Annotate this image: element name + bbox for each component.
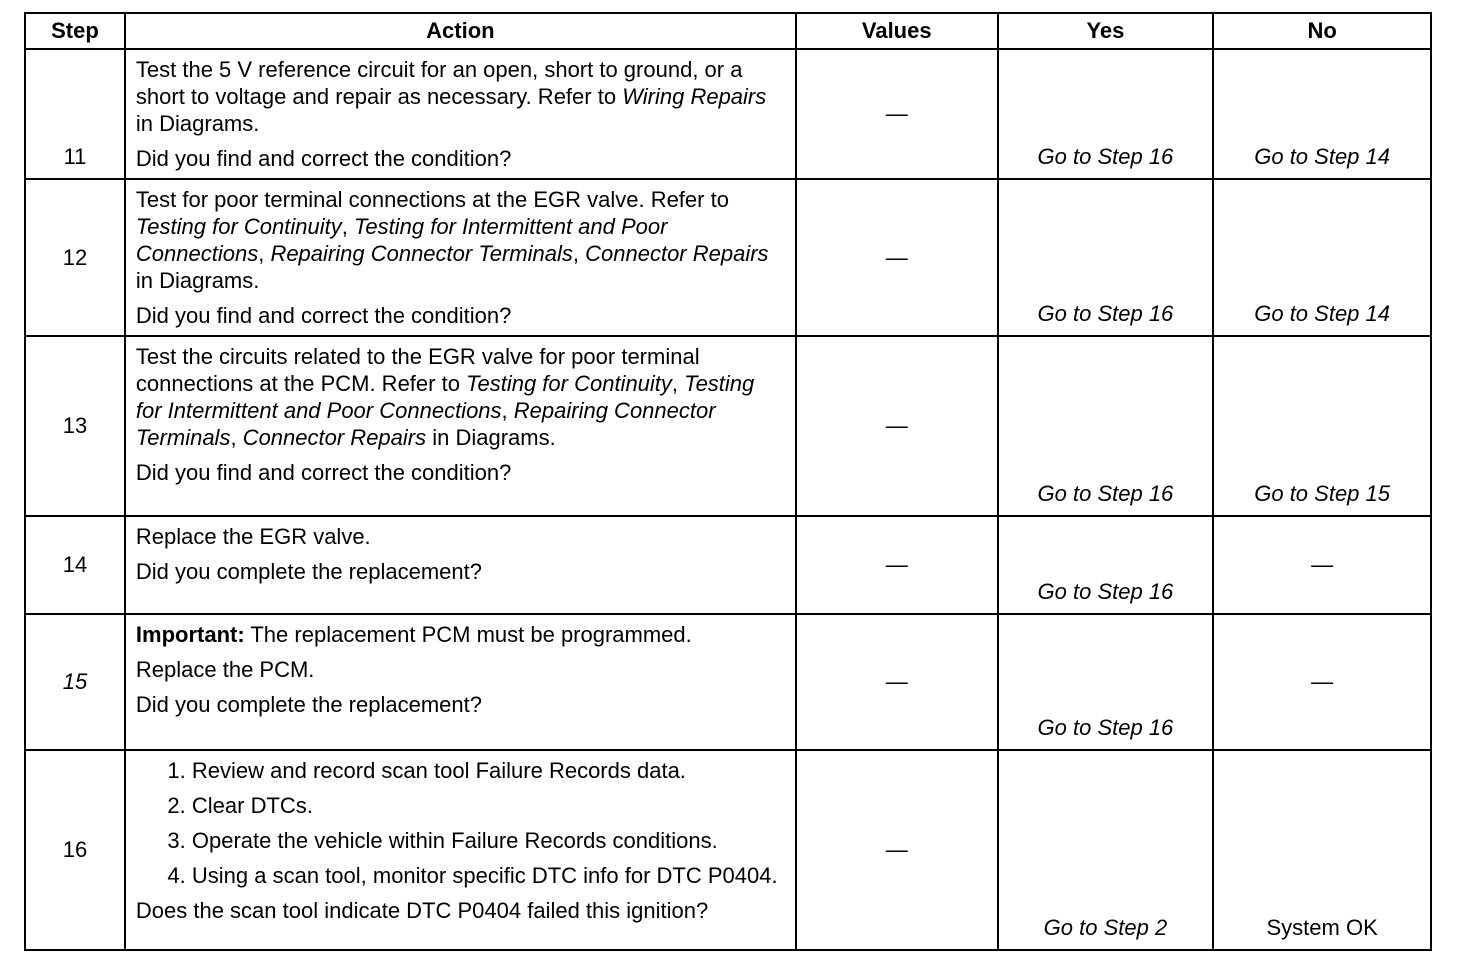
- table-row-step-15: [25, 614, 1431, 750]
- list-item: 3. Operate the vehicle within Failure Records conditions.: [192, 827, 785, 854]
- step-number: 16: [25, 750, 125, 950]
- table-row-step-12: [25, 179, 1431, 336]
- action-cell: [125, 49, 796, 179]
- action-cell: [125, 179, 796, 336]
- action-text-part: Test the circuits related to the EGR valve for poor terminal connections at the PCM. Refer to: [135, 344, 700, 396]
- yes-cell: [998, 750, 1214, 950]
- separator: ,: [258, 241, 271, 266]
- separator: ,: [341, 214, 354, 239]
- separator: ,: [572, 241, 586, 266]
- action-text: [136, 343, 785, 451]
- yes-goto: Go to Step 16: [1037, 715, 1174, 740]
- no-goto: Go to Step 14: [1254, 144, 1390, 169]
- reference-link: Testing for Intermittent and Poor Connections: [135, 214, 668, 266]
- values-cell: —: [796, 750, 998, 950]
- reference-link: Wiring Repairs: [622, 84, 767, 109]
- no-cell: [1213, 179, 1431, 336]
- header-step: Step: [25, 13, 125, 49]
- yes-goto: Go to Step 2: [1043, 915, 1168, 940]
- table-row-step-14: [25, 516, 1431, 614]
- procedure-list: [136, 757, 785, 889]
- table-row-step-11: [25, 49, 1431, 179]
- action-cell: [125, 516, 796, 614]
- yes-goto: Go to Step 16: [1037, 481, 1174, 506]
- separator: ,: [501, 398, 514, 423]
- yes-cell: [998, 179, 1214, 336]
- reference-link: Testing for Continuity: [466, 371, 672, 396]
- values-cell: —: [796, 336, 998, 516]
- separator: ,: [671, 371, 685, 396]
- reference-link: Repairing Connector Terminals: [270, 241, 573, 266]
- values-cell: —: [796, 179, 998, 336]
- separator: ,: [230, 425, 243, 450]
- action-text-part: in Diagrams.: [135, 111, 260, 136]
- action-text: Replace the PCM.: [135, 657, 315, 682]
- action-question: Does the scan tool indicate DTC P0404 failed this ignition?: [135, 898, 709, 923]
- yes-goto: Go to Step 16: [1037, 144, 1174, 169]
- step-number: 12: [25, 179, 125, 336]
- action-text: Replace the EGR valve.: [135, 524, 371, 549]
- header-values: Values: [796, 13, 998, 49]
- header-action: Action: [125, 13, 796, 49]
- table-row-step-16: [25, 750, 1431, 950]
- header-yes: Yes: [998, 13, 1214, 49]
- no-goto: Go to Step 14: [1254, 301, 1390, 326]
- important-label: Important:: [135, 622, 245, 647]
- action-text: [136, 186, 785, 294]
- yes-cell: [998, 614, 1214, 750]
- step-number: 11: [25, 49, 125, 179]
- action-text-part: Test the 5 V reference circuit for an open, short to ground, or a short to voltage and repair as necessary. Refer to: [135, 57, 743, 109]
- action-text-part: Test for poor terminal connections at the EGR valve. Refer to: [135, 187, 729, 212]
- no-cell: —: [1213, 614, 1431, 750]
- action-question: Did you complete the replacement?: [135, 559, 482, 584]
- values-cell: —: [796, 516, 998, 614]
- action-text-part: in Diagrams.: [135, 268, 260, 293]
- important-note: [136, 621, 785, 648]
- reference-link: Connector Repairs: [585, 241, 769, 266]
- values-cell: —: [796, 49, 998, 179]
- yes-goto: Go to Step 16: [1037, 301, 1174, 326]
- step-number: 14: [25, 516, 125, 614]
- action-text-part: in Diagrams.: [426, 425, 556, 450]
- action-text: [136, 56, 785, 137]
- yes-cell: [998, 49, 1214, 179]
- important-text: The replacement PCM must be programmed.: [244, 622, 692, 647]
- action-cell: [125, 750, 796, 950]
- no-result: System OK: [1266, 915, 1378, 940]
- no-cell: [1213, 49, 1431, 179]
- list-item: 2. Clear DTCs.: [192, 792, 785, 819]
- action-question: Did you complete the replacement?: [135, 692, 482, 717]
- action-cell: [125, 336, 796, 516]
- reference-link: Repairing Connector Terminals: [135, 398, 716, 450]
- no-cell: —: [1213, 516, 1431, 614]
- list-item: 4. Using a scan tool, monitor specific DTC info for DTC P0404.: [192, 862, 785, 889]
- step-number: 13: [25, 336, 125, 516]
- diagnostic-table: [24, 12, 1432, 951]
- no-cell: [1213, 336, 1431, 516]
- header-no: No: [1213, 13, 1431, 49]
- action-question: Did you find and correct the condition?: [135, 460, 512, 485]
- no-goto: Go to Step 15: [1254, 481, 1390, 506]
- reference-link: Testing for Continuity: [135, 214, 342, 239]
- step-number: 15: [25, 614, 125, 750]
- action-cell: [125, 614, 796, 750]
- action-question: Did you find and correct the condition?: [135, 303, 512, 328]
- no-cell: [1213, 750, 1431, 950]
- yes-cell: [998, 516, 1214, 614]
- reference-link: Testing for Intermittent and Poor Connections: [135, 371, 755, 423]
- yes-cell: [998, 336, 1214, 516]
- yes-goto: Go to Step 16: [1037, 579, 1174, 604]
- action-question: Did you find and correct the condition?: [135, 146, 512, 171]
- list-item: 1. Review and record scan tool Failure Records data.: [192, 757, 785, 784]
- reference-link: Connector Repairs: [242, 425, 427, 450]
- values-cell: —: [796, 614, 998, 750]
- table-row-step-13: [25, 336, 1431, 516]
- header-row: [25, 13, 1431, 49]
